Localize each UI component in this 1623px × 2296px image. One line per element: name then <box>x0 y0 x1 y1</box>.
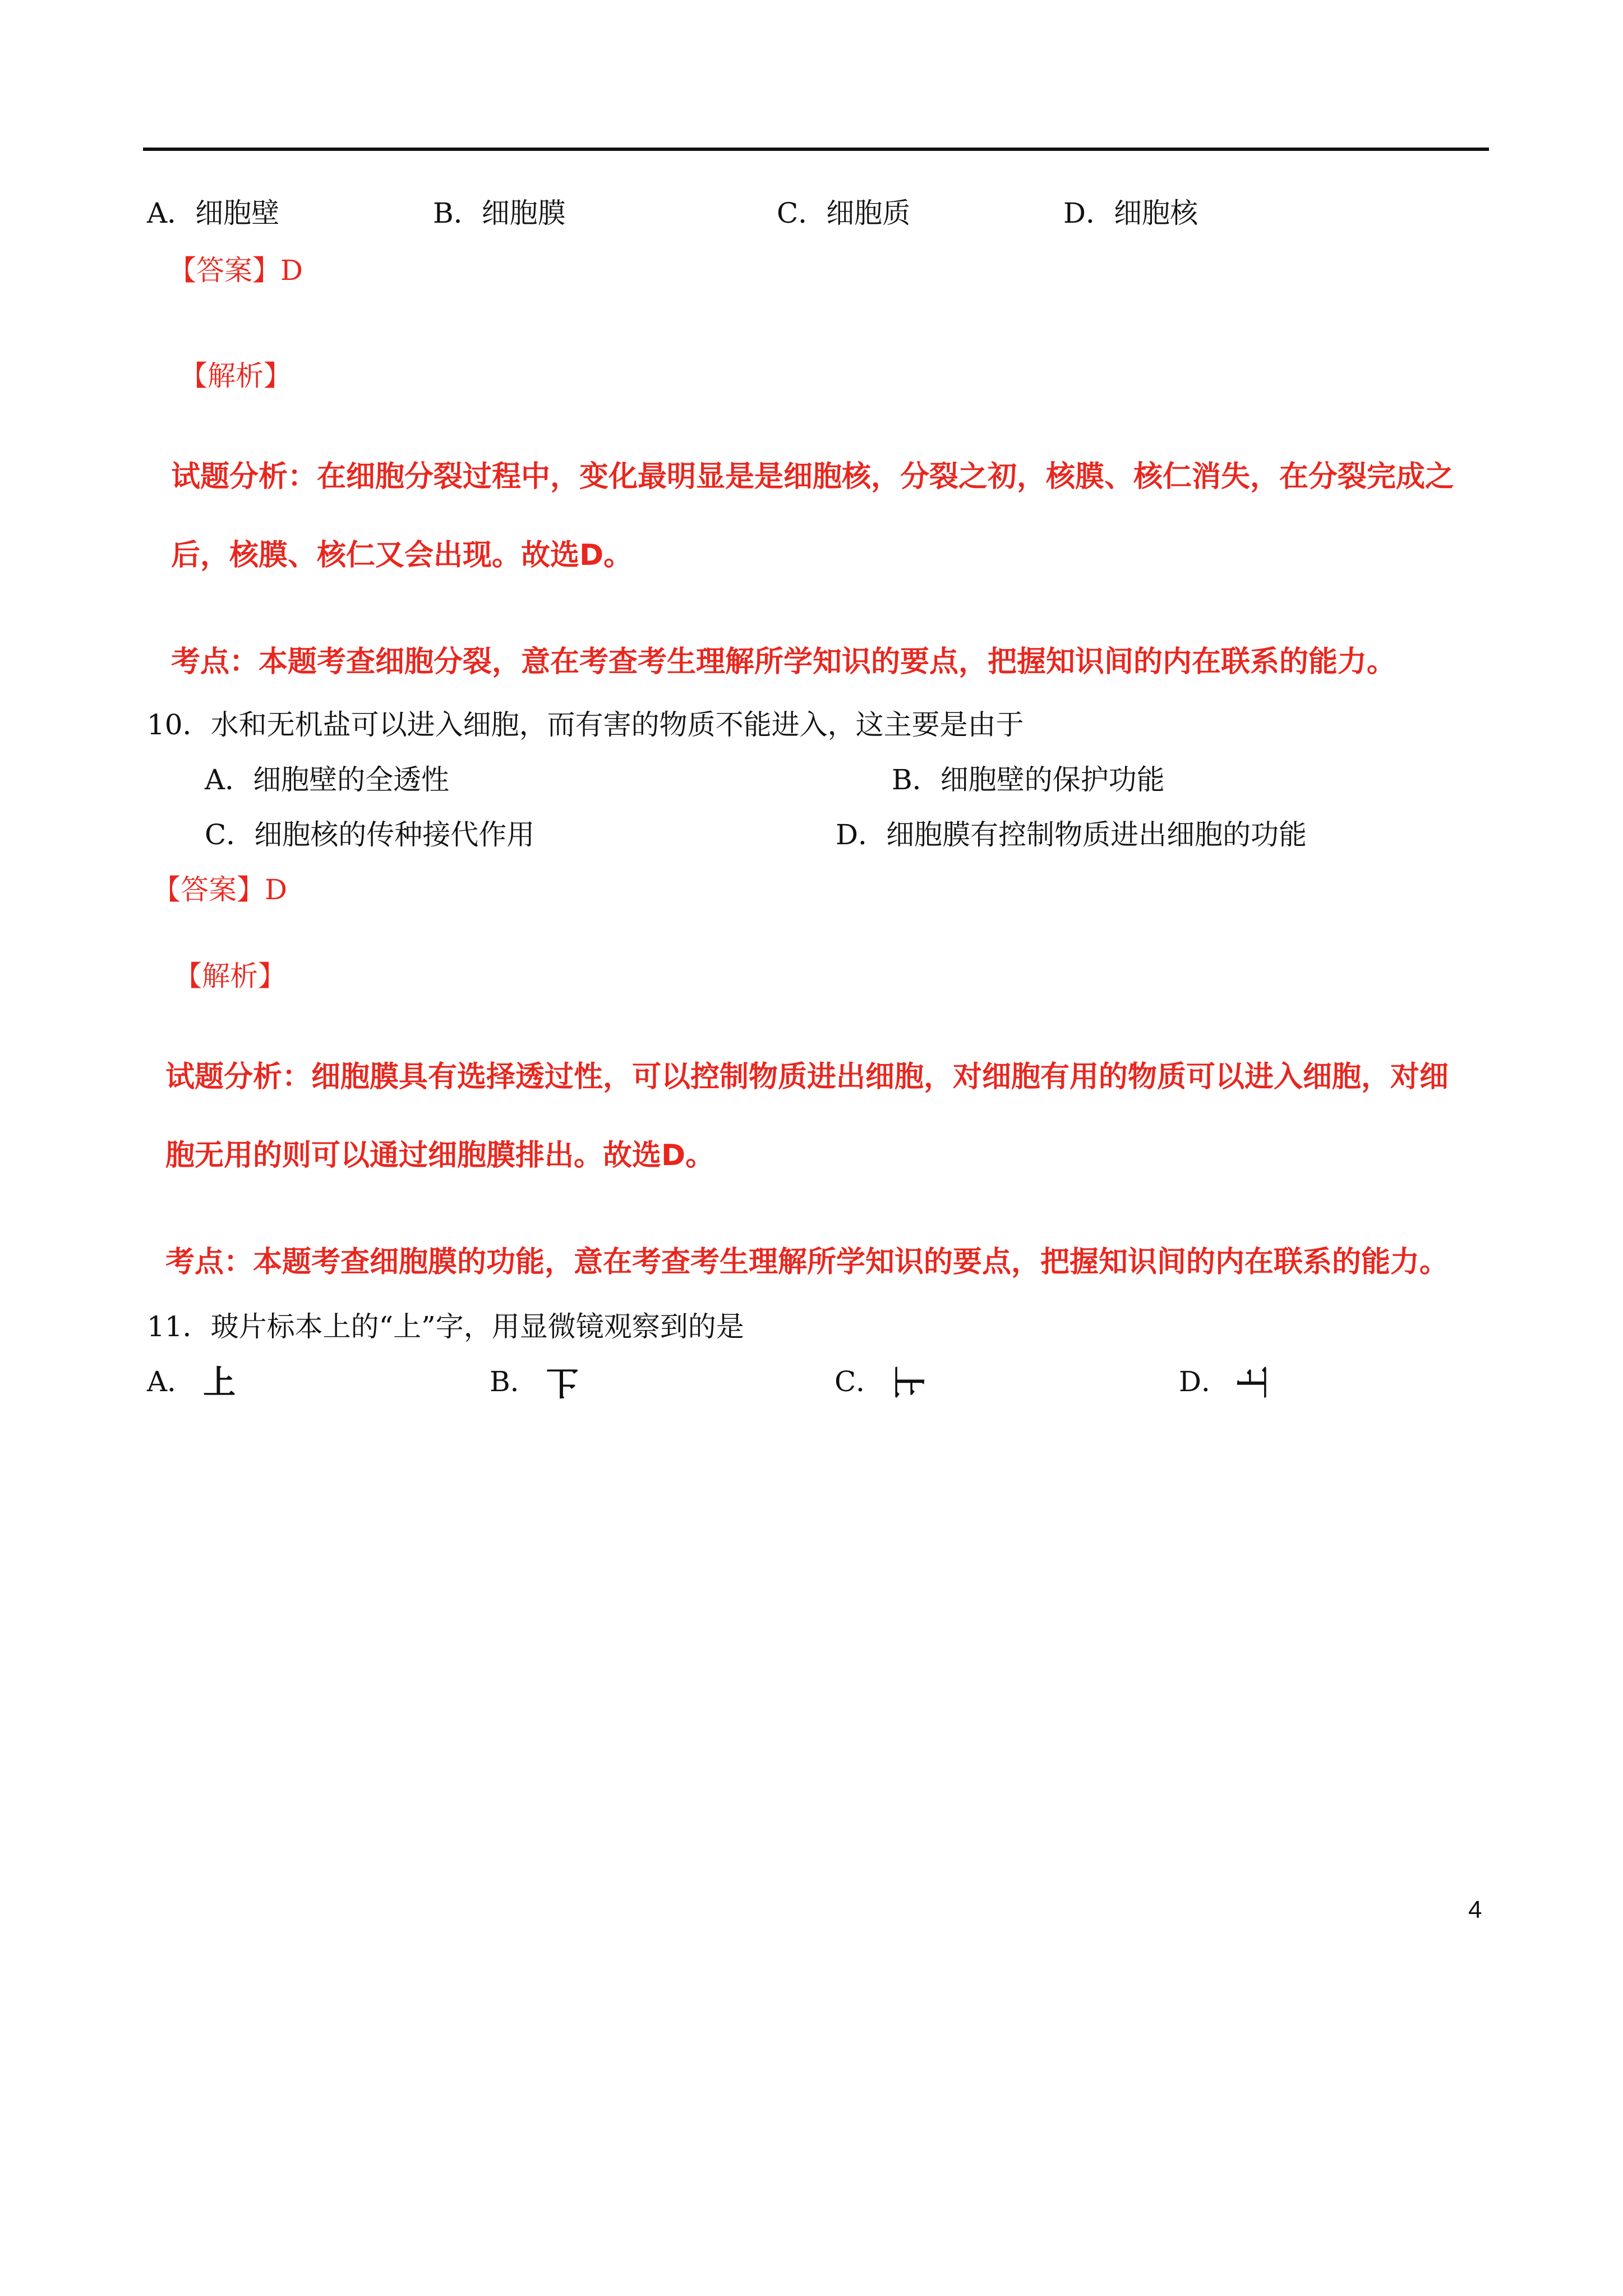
q9-analysis-line2: 后，核膜、核仁又会出现。故选D。 <box>171 539 633 572</box>
q10-option-d: D．细胞膜有控制物质进出细胞的功能 <box>836 818 1307 851</box>
q9-answer-tag: 【答案】 <box>168 254 280 287</box>
q9-option-c: C．细胞质 <box>777 197 911 229</box>
q11-option-d <box>1179 1365 1273 1399</box>
q9-option-b: B．细胞膜 <box>433 197 566 229</box>
q11-option-b-label: B． <box>490 1365 538 1398</box>
q11-option-c <box>834 1365 928 1399</box>
q10-answer-value: D <box>265 873 288 906</box>
header-rule <box>143 148 1489 151</box>
q9-kaodian: 考点：本题考查细胞分裂，意在考查考生理解所学知识的要点，把握知识间的内在联系的能力。 <box>171 645 1396 679</box>
q9-option-a: A．细胞壁 <box>147 197 280 229</box>
q11-stem: 11．玻片标本上的“上”字，用显微镜观察到的是 <box>147 1310 744 1343</box>
q10-analysis-line2: 胞无用的则可以通过细胞膜排出。故选D。 <box>165 1139 715 1172</box>
q11-option-b <box>490 1365 579 1399</box>
q9-answer-value: D <box>280 254 303 287</box>
q11-option-c-label: C． <box>834 1365 884 1398</box>
q11-option-d-label: D． <box>1179 1365 1230 1398</box>
q9-option-d: D．细胞核 <box>1063 197 1198 229</box>
q10-analysis-line1: 试题分析：细胞膜具有选择透过性，可以控制物质进出细胞，对细胞有用的物质可以进入细胞，对细 <box>165 1060 1449 1094</box>
q9-analysis-line1: 试题分析：在细胞分裂过程中，变化最明显是是细胞核，分裂之初，核膜、核仁消失，在分裂完成之 <box>171 460 1455 494</box>
q10-option-b: B．细胞壁的保护功能 <box>892 763 1165 796</box>
q11-option-b-glyph: 上 <box>546 1363 579 1401</box>
q9-answer <box>168 254 303 287</box>
q10-option-a: A．细胞壁的全透性 <box>205 763 450 796</box>
page-number: 4 <box>1468 1896 1482 1924</box>
q10-answer-tag: 【答案】 <box>153 873 265 906</box>
q11-option-a-label: A． <box>147 1365 196 1398</box>
q10-answer <box>153 873 287 907</box>
q10-kaodian: 考点：本题考查细胞膜的功能，意在考查考生理解所学知识的要点，把握知识间的内在联系的能力。 <box>165 1245 1449 1279</box>
q9-analysis-tag: 【解析】 <box>179 360 292 392</box>
q10-analysis-tag: 【解析】 <box>174 960 286 992</box>
q11-option-c-glyph: 上 <box>889 1365 928 1399</box>
q10-stem: 10．水和无机盐可以进入细胞，而有害的物质不能进入，这主要是由于 <box>147 708 1024 741</box>
q11-option-d-glyph: 上 <box>1234 1365 1273 1399</box>
q10-option-c: C．细胞核的传种接代作用 <box>205 818 535 851</box>
q11-option-a <box>147 1365 236 1399</box>
q11-option-a-glyph: 上 <box>203 1363 236 1401</box>
